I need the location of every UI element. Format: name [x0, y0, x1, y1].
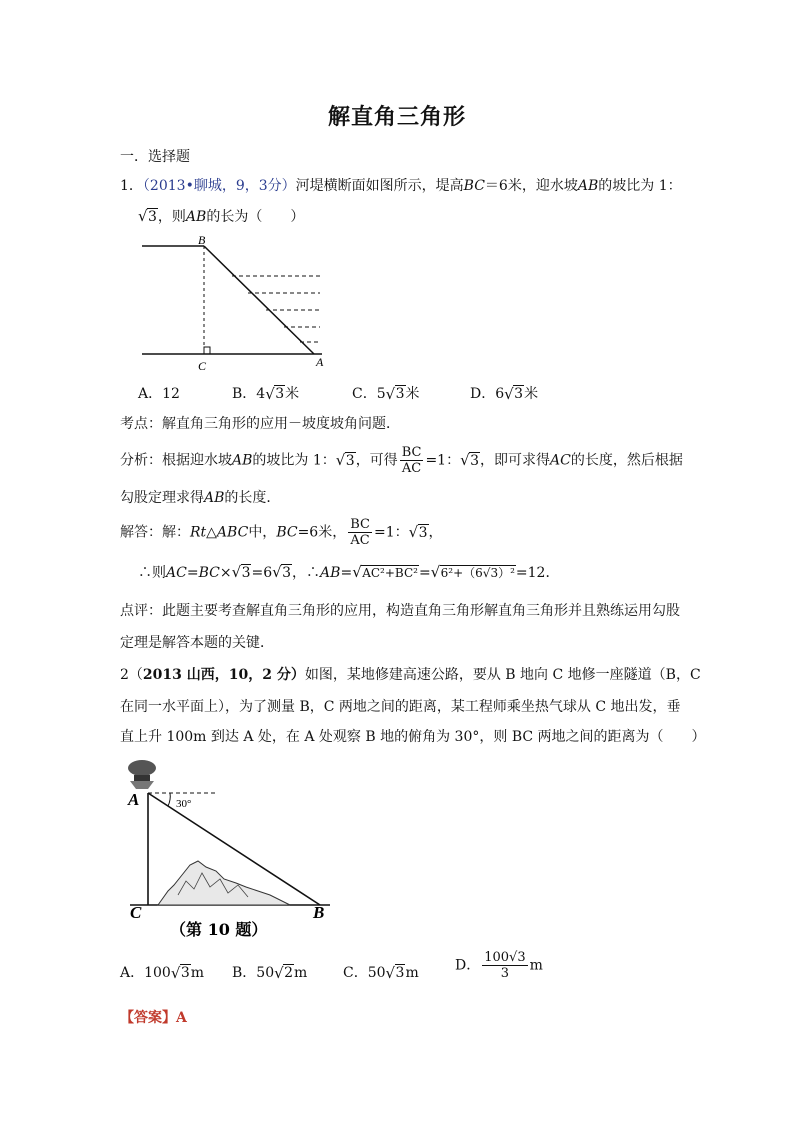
- q1-option-c: C．5√ 3米: [352, 383, 420, 403]
- q1-kaodian: 考点：解直角三角形的应用－坡度坡角问题．: [120, 416, 400, 432]
- q1-ab2: AB: [185, 209, 207, 225]
- label-a: A: [316, 355, 324, 369]
- q2-balloon-figure: [120, 755, 340, 940]
- q1-ratio: 的坡比为 1：: [598, 178, 682, 194]
- q1-number: 1．: [120, 178, 143, 194]
- angle-arc: [168, 793, 170, 806]
- q1-fenxi-line2: 勾股定理求得AB的长度．: [120, 490, 281, 506]
- mountain-icon: [158, 861, 290, 905]
- section-heading: 一．选择题: [120, 149, 190, 165]
- q1-jieda-line1: 解答：解：Rt△ABC中，BC=6米， $\frac{BC}{AC}$ =1：√ 3，: [120, 517, 443, 548]
- q1-bc: BC: [463, 178, 485, 194]
- balloon-basket: [130, 781, 154, 789]
- q1-source: （2013•聊城，9，3分）: [142, 178, 296, 194]
- balloon-icon: [128, 760, 156, 789]
- q1-option-d: D．6√ 3米: [470, 383, 538, 403]
- q1-stem-line1: [120, 176, 682, 196]
- q1-then: ，则: [157, 209, 186, 225]
- q2-stem-line1: 2（2013 山西，10，2 分）如图，某地修建高速公路，要从 B 地向 C 地修一座隧道（B，C: [120, 667, 701, 683]
- slope-ab-line: [204, 246, 314, 354]
- q2-source: 2013 山西，10，2 分）: [142, 667, 305, 683]
- answer-value: A: [176, 1010, 187, 1026]
- q2-option-a: A．100√ 3m: [120, 962, 204, 982]
- q1-embankment-figure: [136, 232, 336, 377]
- q1-ab: AB: [577, 178, 599, 194]
- q1-length-of: 的长为（ ）: [206, 209, 305, 225]
- balloon-band: [134, 775, 150, 781]
- figure-caption: （第 10 题）: [170, 920, 268, 939]
- angle-label: 30°: [176, 798, 192, 810]
- q2-option-b: B．50√ 2m: [232, 962, 307, 982]
- q2-stem-line2: 在同一水平面上），为了测量 B，C 两地之间的距离，某工程师乘坐热气球从 C 地出发，垂: [120, 699, 681, 715]
- label-c: C: [198, 359, 207, 373]
- q1-dianping-line2: 定理是解答本题的关键．: [120, 635, 274, 651]
- answer-label: 【答案】: [120, 1010, 176, 1026]
- label-c: C: [130, 903, 142, 922]
- q1-dianping-line1: 点评：此题主要考查解直角三角形的应用，构造直角三角形解直角三角形并且熟练运用勾股: [120, 603, 680, 619]
- right-angle-mark: [204, 347, 210, 354]
- page-title: 解直角三角形: [327, 105, 466, 130]
- q2-option-d: D． $\frac{100√3}{3}$ m: [455, 950, 543, 981]
- q2-stem-line3: 直上升 100m 到达 A 处，在 A 处观察 B 地的俯角为 30°，则 BC 两地之间的距离为（ ）: [120, 729, 706, 745]
- q1-frac-bc-ac: $\frac{BC}{AC}$: [401, 445, 422, 476]
- q1-jieda-line2: ∴则AC=BC×√ 3=6√ 3，∴AB=√ AC²+BC²=√ 6²+（6√3）²=12．: [138, 563, 559, 583]
- q1-fenxi-line1: 分析：根据迎水坡AB的坡比为 1：√ 3，可得 $\frac{BC}{AC}$ =1：√ 3，即可求得AC的长度，然后根据: [120, 445, 683, 476]
- q1-stem-a: 河堤横断面如图所示，堤高: [295, 178, 464, 194]
- q1-sqrt3: √ 3: [138, 207, 158, 227]
- q1-option-b: B．4√ 3米: [232, 383, 299, 403]
- q1-eq6: ＝6米，迎水坡: [484, 178, 578, 194]
- q1-option-a: A．12: [138, 386, 180, 402]
- label-a: A: [128, 790, 140, 809]
- q1-stem-line2: [138, 207, 304, 227]
- balloon-envelope: [128, 760, 156, 776]
- label-b: B: [313, 903, 325, 922]
- label-b: B: [198, 233, 206, 247]
- q2-option-c: C．50√ 3m: [343, 962, 419, 982]
- q2-answer: [120, 1008, 187, 1028]
